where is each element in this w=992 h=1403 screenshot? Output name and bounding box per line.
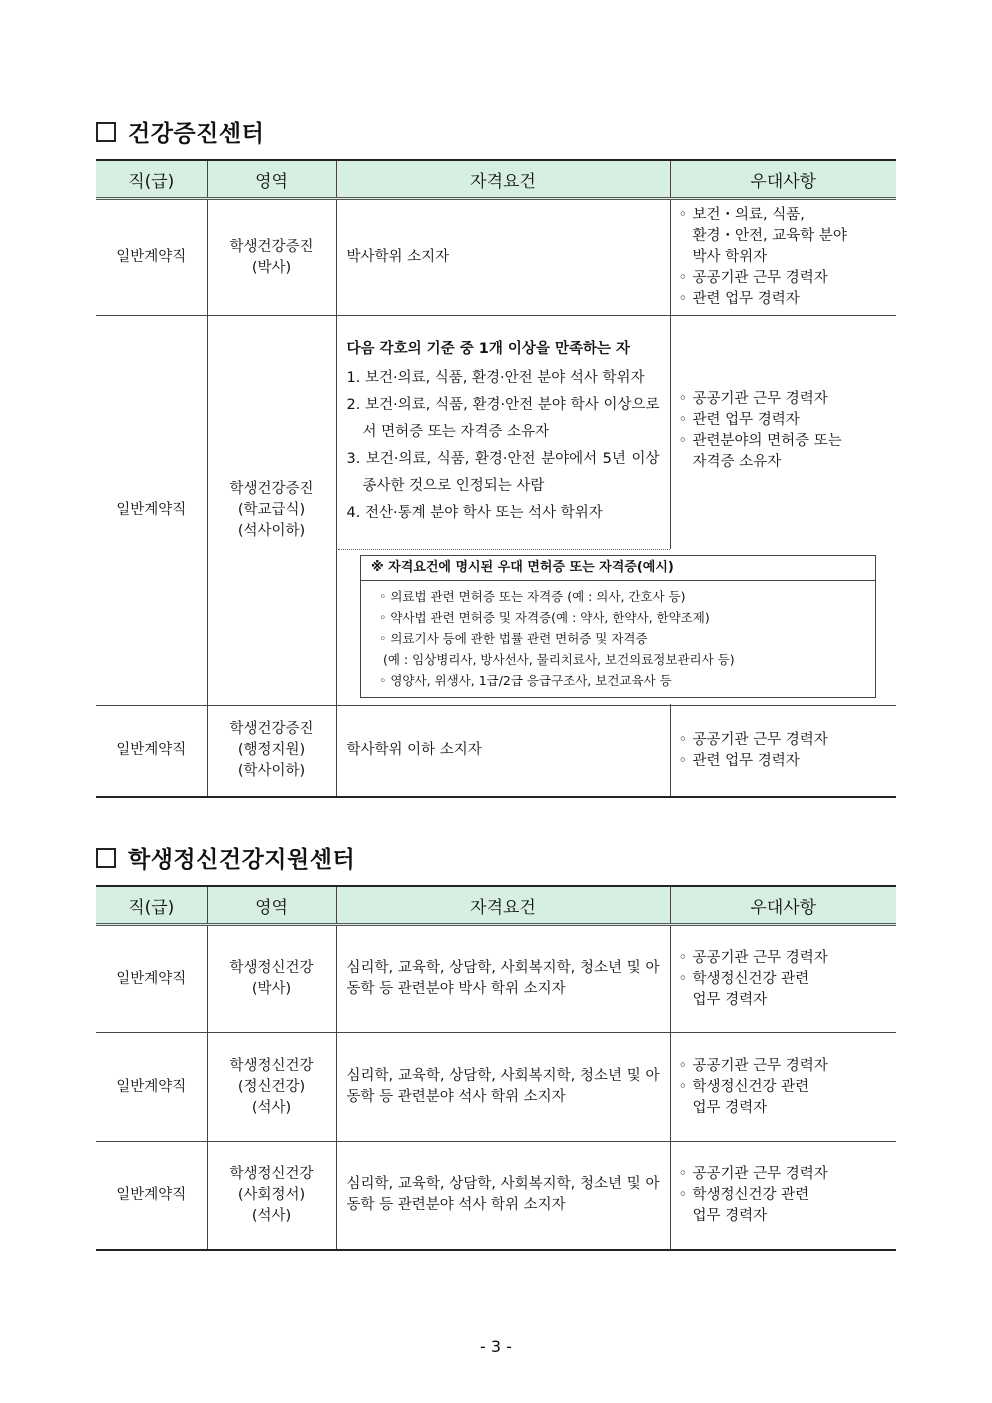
- header-area: 영역: [207, 160, 336, 199]
- header-grade: 직(급): [96, 886, 207, 925]
- preference-cell: ◦ 공공기관 근무 경력자 ◦ 관련 업무 경력자: [670, 706, 896, 797]
- preference-cell: ◦ 공공기관 근무 경력자 ◦ 관련 업무 경력자 ◦ 관련분야의 면허증 또는 자격증 소유자: [670, 316, 896, 706]
- grade-cell: 일반계약직: [96, 925, 207, 1033]
- requirement-cell: 박사학위 소지자: [336, 199, 670, 316]
- criteria-item: 2. 보건·의료, 식품, 환경·안전 분야 학사 이상으로서 면허증 또는 자격증 소유자: [346, 397, 660, 440]
- section-title-mental-health: 학생정신건강지원센터: [96, 841, 355, 874]
- header-requirement: 자격요건: [336, 886, 670, 925]
- preference-cell: ◦ 공공기관 근무 경력자 ◦ 학생정신건강 관련 업무 경력자: [670, 925, 896, 1033]
- area-cell: 학생건강증진 (행정지원) (학사이하): [207, 706, 336, 797]
- grade-cell: 일반계약직: [96, 1033, 207, 1142]
- area-cell: 학생정신건강 (박사): [207, 925, 336, 1033]
- area-cell: 학생건강증진 (박사): [207, 199, 336, 316]
- preference-cell: ◦ 공공기관 근무 경력자 ◦ 학생정신건강 관련 업무 경력자: [670, 1142, 896, 1250]
- note-item: ◦ 의료법 관련 면허증 또는 자격증 (예 : 의사, 간호사 등): [379, 589, 686, 604]
- table-row: [96, 1033, 896, 1142]
- section-title-health: 건강증진센터: [96, 115, 264, 148]
- table-row: [96, 1142, 896, 1250]
- checkbox-square-icon: [96, 122, 116, 142]
- grade-cell: 일반계약직: [96, 706, 207, 797]
- license-note-box: [360, 555, 876, 698]
- table-row: [96, 925, 896, 1033]
- note-item: ◦ 약사법 관련 면허증 및 자격증(예 : 약사, 한약사, 한약조제): [379, 610, 710, 625]
- area-cell: 학생정신건강 (정신건강) (석사): [207, 1033, 336, 1142]
- header-grade: 직(급): [96, 160, 207, 199]
- requirement-cell: 심리학, 교육학, 상담학, 사회복지학, 청소년 및 아동학 등 관련분야 석사 학위 소지자: [336, 1142, 670, 1250]
- area-cell: 학생정신건강 (사회정서) (석사): [207, 1142, 336, 1250]
- checkbox-square-icon: [96, 848, 116, 868]
- table-row: [96, 199, 896, 316]
- mental-health-center-table: [96, 885, 896, 1251]
- area-cell: 학생건강증진 (학교급식) (석사이하): [207, 316, 336, 706]
- criteria-item: 3. 보건·의료, 식품, 환경·안전 분야에서 5년 이상 종사한 것으로 인정되는 사람: [346, 451, 660, 494]
- criteria-item: 4. 전산·통계 분야 학사 또는 석사 학위자: [346, 505, 603, 521]
- criteria-item: 1. 보건·의료, 식품, 환경·안전 분야 석사 학위자: [346, 370, 645, 386]
- header-requirement: 자격요건: [336, 160, 670, 199]
- grade-cell: 일반계약직: [96, 316, 207, 706]
- note-item: ◦ 의료기사 등에 관한 법률 관련 면허증 및 자격증: [379, 631, 648, 646]
- header-area: 영역: [207, 886, 336, 925]
- criteria-heading: 다음 각호의 기준 중 1개 이상을 만족하는 자: [346, 341, 631, 357]
- grade-cell: 일반계약직: [96, 199, 207, 316]
- requirement-cell: 심리학, 교육학, 상담학, 사회복지학, 청소년 및 아동학 등 관련분야 석사 학위 소지자: [336, 1033, 670, 1142]
- note-item: ◦ 영양사, 위생사, 1급/2급 응급구조사, 보건교육사 등: [379, 673, 672, 688]
- header-preference: 우대사항: [670, 886, 896, 925]
- preference-cell: ◦ 공공기관 근무 경력자 ◦ 학생정신건강 관련 업무 경력자: [670, 1033, 896, 1142]
- table-row: [96, 706, 896, 797]
- page-number: - 3 -: [480, 1337, 512, 1356]
- note-title: ※ 자격요건에 명시된 우대 면허증 또는 자격증(예시): [361, 556, 875, 581]
- preference-cell: ◦ 보건・의료, 식품, 환경・안전, 교육학 분야 박사 학위자 ◦ 공공기관 근무 경력자 ◦ 관련 업무 경력자: [670, 199, 896, 316]
- requirement-cell: 학사학위 이하 소지자: [336, 706, 670, 797]
- requirement-cell: 심리학, 교육학, 상담학, 사회복지학, 청소년 및 아동학 등 관련분야 박사 학위 소지자: [336, 925, 670, 1033]
- header-preference: 우대사항: [670, 160, 896, 199]
- note-item: (예 : 임상병리사, 방사선사, 물리치료사, 보건의료정보관리사 등): [383, 652, 735, 667]
- grade-cell: 일반계약직: [96, 1142, 207, 1250]
